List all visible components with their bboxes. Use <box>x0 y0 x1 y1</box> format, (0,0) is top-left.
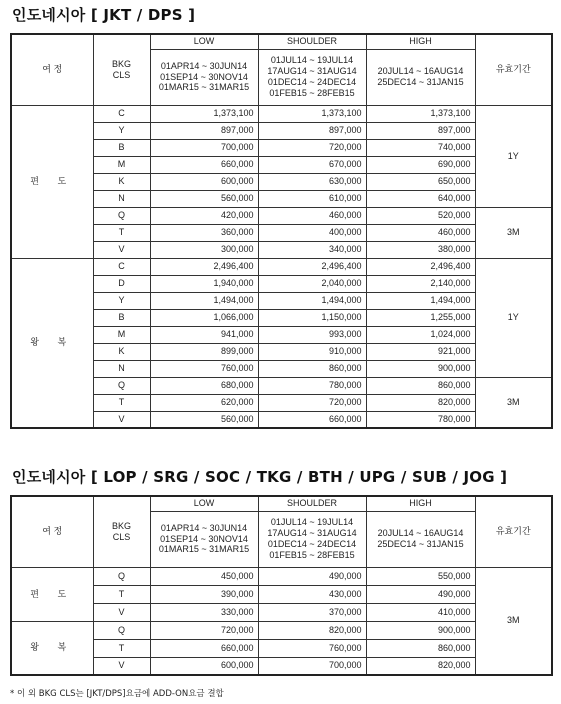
section-title: 인도네시아 [ JKT / DPS ] <box>12 6 196 24</box>
fare-low: 600,000 <box>150 173 258 190</box>
table-row <box>11 585 552 603</box>
fare-high: 2,140,000 <box>366 275 475 292</box>
fare-high: 410,000 <box>366 603 475 621</box>
bkg-cls: T <box>93 639 150 657</box>
fare-low: 620,000 <box>150 394 258 411</box>
fare-high: 640,000 <box>366 190 475 207</box>
fare-shoulder: 1,373,100 <box>258 105 366 122</box>
fare-shoulder: 660,000 <box>258 411 366 428</box>
table-row <box>11 105 552 122</box>
bkg-cls: Q <box>93 377 150 394</box>
fare-shoulder: 490,000 <box>258 567 366 585</box>
period-line: 01DEC14 ~ 24DEC14 <box>267 77 357 87</box>
table-row <box>11 394 552 411</box>
fare-low: 941,000 <box>150 326 258 343</box>
bkg-cls: K <box>93 343 150 360</box>
table-row <box>11 377 552 394</box>
fare-high: 1,255,000 <box>366 309 475 326</box>
table-row <box>11 603 552 621</box>
bkg-cls: T <box>93 585 150 603</box>
fare-shoulder: 720,000 <box>258 139 366 156</box>
period-high <box>366 511 475 567</box>
validity-value: 1Y <box>475 258 552 377</box>
fare-low: 1,494,000 <box>150 292 258 309</box>
fare-table-other-cities <box>10 495 553 676</box>
fare-high: 1,494,000 <box>366 292 475 309</box>
period-line: 25DEC14 ~ 31JAN15 <box>377 77 464 87</box>
table-row <box>11 190 552 207</box>
fare-low: 420,000 <box>150 207 258 224</box>
fare-low: 330,000 <box>150 603 258 621</box>
fare-high: 921,000 <box>366 343 475 360</box>
fare-high: 860,000 <box>366 639 475 657</box>
table-row <box>11 621 552 639</box>
fare-shoulder: 2,496,400 <box>258 258 366 275</box>
period-line: 01FEB15 ~ 28FEB15 <box>269 87 355 98</box>
bkg-cls: M <box>93 156 150 173</box>
fare-shoulder: 993,000 <box>258 326 366 343</box>
bkg-cls: T <box>93 224 150 241</box>
table-row <box>11 258 552 275</box>
table-row <box>11 156 552 173</box>
table-row <box>11 224 552 241</box>
table-row <box>11 275 552 292</box>
period-line: 25DEC14 ~ 31JAN15 <box>377 539 464 549</box>
fare-shoulder: 370,000 <box>258 603 366 621</box>
fare-high: 820,000 <box>366 394 475 411</box>
header-validity: 유효기간 <box>475 496 552 567</box>
bkg-cls: T <box>93 394 150 411</box>
table-row <box>11 657 552 675</box>
header-validity: 유효기간 <box>475 34 552 105</box>
fare-low: 700,000 <box>150 139 258 156</box>
table-row <box>11 292 552 309</box>
period-line: 01SEP14 ~ 30NOV14 <box>160 71 248 82</box>
section-title: 인도네시아 [ LOP / SRG / SOC / TKG / BTH / UPG / SUB / JOG ] <box>12 468 508 486</box>
bkg-cls: M <box>93 326 150 343</box>
footnote: * 이 외 BKG CLS는 [JKT/DPS]요금에 ADD-ON요금 결합 <box>10 689 224 699</box>
fare-table-jkt-dps <box>10 33 553 429</box>
fare-high: 550,000 <box>366 567 475 585</box>
fare-low: 360,000 <box>150 224 258 241</box>
fare-high: 1,024,000 <box>366 326 475 343</box>
table-row <box>11 639 552 657</box>
table-row <box>11 326 552 343</box>
validity-value: 3M <box>475 207 552 258</box>
fare-high: 860,000 <box>366 377 475 394</box>
fare-low: 1,373,100 <box>150 105 258 122</box>
fare-shoulder: 460,000 <box>258 207 366 224</box>
table-row <box>11 241 552 258</box>
header-cls: CLS <box>112 531 131 542</box>
fare-high: 900,000 <box>366 621 475 639</box>
period-line: 01FEB15 ~ 28FEB15 <box>269 549 355 560</box>
fare-high: 460,000 <box>366 224 475 241</box>
table-row <box>11 360 552 377</box>
fare-low: 1,940,000 <box>150 275 258 292</box>
route-oneway: 편 도 <box>11 105 93 258</box>
fare-high: 380,000 <box>366 241 475 258</box>
fare-low: 560,000 <box>150 190 258 207</box>
period-line: 20JUL14 ~ 16AUG14 <box>377 66 464 77</box>
bkg-cls: C <box>93 105 150 122</box>
fare-low: 390,000 <box>150 585 258 603</box>
period-line: 01JUL14 ~ 19JUL14 <box>270 517 354 528</box>
table-row <box>11 411 552 428</box>
bkg-cls: N <box>93 190 150 207</box>
bkg-cls: V <box>93 657 150 675</box>
fare-shoulder: 630,000 <box>258 173 366 190</box>
fare-low: 720,000 <box>150 621 258 639</box>
section-other-cities <box>10 466 551 676</box>
table-row <box>11 173 552 190</box>
period-high <box>366 49 475 105</box>
bkg-cls: Q <box>93 567 150 585</box>
route-roundtrip: 왕 복 <box>11 258 93 428</box>
fare-low: 2,496,400 <box>150 258 258 275</box>
fare-low: 660,000 <box>150 156 258 173</box>
fare-low: 1,066,000 <box>150 309 258 326</box>
validity-value: 1Y <box>475 105 552 207</box>
bkg-cls: V <box>93 411 150 428</box>
fare-high: 897,000 <box>366 122 475 139</box>
period-line: 01MAR15 ~ 31MAR15 <box>158 82 250 93</box>
validity-value: 3M <box>475 567 552 675</box>
table-row <box>11 207 552 224</box>
fare-high: 740,000 <box>366 139 475 156</box>
fare-high: 2,496,400 <box>366 258 475 275</box>
fare-shoulder: 670,000 <box>258 156 366 173</box>
bkg-cls: Y <box>93 122 150 139</box>
fare-shoulder: 780,000 <box>258 377 366 394</box>
period-line: 01JUL14 ~ 19JUL14 <box>270 55 354 66</box>
header-shoulder: SHOULDER <box>258 496 366 511</box>
fare-low: 660,000 <box>150 639 258 657</box>
bkg-cls: D <box>93 275 150 292</box>
period-line: 01APR14 ~ 30JUN14 <box>160 522 248 533</box>
fare-shoulder: 340,000 <box>258 241 366 258</box>
fare-low: 300,000 <box>150 241 258 258</box>
fare-high: 690,000 <box>366 156 475 173</box>
header-route: 여 정 <box>11 496 93 567</box>
bkg-cls: Q <box>93 207 150 224</box>
header-bkg-cls <box>93 496 150 567</box>
period-line: 01DEC14 ~ 24DEC14 <box>267 539 357 549</box>
period-low <box>150 49 258 105</box>
fare-high: 780,000 <box>366 411 475 428</box>
fare-low: 897,000 <box>150 122 258 139</box>
fare-high: 900,000 <box>366 360 475 377</box>
fare-shoulder: 760,000 <box>258 639 366 657</box>
header-high: HIGH <box>366 496 475 511</box>
fare-shoulder: 2,040,000 <box>258 275 366 292</box>
bkg-cls: B <box>93 309 150 326</box>
bkg-cls: B <box>93 139 150 156</box>
period-line: 01APR14 ~ 30JUN14 <box>160 60 248 71</box>
fare-shoulder: 700,000 <box>258 657 366 675</box>
fare-high: 820,000 <box>366 657 475 675</box>
fare-shoulder: 400,000 <box>258 224 366 241</box>
table-row <box>11 139 552 156</box>
fare-shoulder: 430,000 <box>258 585 366 603</box>
table-row <box>11 343 552 360</box>
header-shoulder: SHOULDER <box>258 34 366 49</box>
period-line: 01MAR15 ~ 31MAR15 <box>158 544 250 555</box>
bkg-cls: Y <box>93 292 150 309</box>
bkg-cls: V <box>93 241 150 258</box>
header-low: LOW <box>150 496 258 511</box>
fare-high: 1,373,100 <box>366 105 475 122</box>
fare-shoulder: 897,000 <box>258 122 366 139</box>
bkg-cls: Q <box>93 621 150 639</box>
validity-value: 3M <box>475 377 552 428</box>
fare-shoulder: 1,150,000 <box>258 309 366 326</box>
period-line: 20JUL14 ~ 16AUG14 <box>377 528 464 539</box>
period-shoulder <box>258 49 366 105</box>
fare-shoulder: 820,000 <box>258 621 366 639</box>
fare-low: 560,000 <box>150 411 258 428</box>
fare-shoulder: 910,000 <box>258 343 366 360</box>
route-oneway: 편 도 <box>11 567 93 621</box>
fare-shoulder: 610,000 <box>258 190 366 207</box>
bkg-cls: V <box>93 603 150 621</box>
fare-high: 490,000 <box>366 585 475 603</box>
table-row <box>11 309 552 326</box>
table-row <box>11 567 552 585</box>
fare-low: 450,000 <box>150 567 258 585</box>
period-line: 01SEP14 ~ 30NOV14 <box>160 533 248 544</box>
fare-shoulder: 860,000 <box>258 360 366 377</box>
fare-shoulder: 1,494,000 <box>258 292 366 309</box>
fare-low: 760,000 <box>150 360 258 377</box>
bkg-cls: C <box>93 258 150 275</box>
fare-low: 680,000 <box>150 377 258 394</box>
fare-shoulder: 720,000 <box>258 394 366 411</box>
header-high: HIGH <box>366 34 475 49</box>
period-low <box>150 511 258 567</box>
fare-high: 650,000 <box>366 173 475 190</box>
fare-high: 520,000 <box>366 207 475 224</box>
header-cls: CLS <box>112 69 131 80</box>
period-line: 17AUG14 ~ 31AUG14 <box>267 66 357 77</box>
bkg-cls: K <box>93 173 150 190</box>
header-route: 여 정 <box>11 34 93 105</box>
table-row <box>11 122 552 139</box>
period-line: 17AUG14 ~ 31AUG14 <box>267 528 357 539</box>
section-jkt-dps <box>10 4 551 429</box>
header-bkg: BKG <box>111 58 131 69</box>
fare-low: 600,000 <box>150 657 258 675</box>
period-shoulder <box>258 511 366 567</box>
bkg-cls: N <box>93 360 150 377</box>
header-low: LOW <box>150 34 258 49</box>
header-bkg: BKG <box>111 520 131 531</box>
fare-low: 899,000 <box>150 343 258 360</box>
header-bkg-cls <box>93 34 150 105</box>
route-roundtrip: 왕 복 <box>11 621 93 675</box>
